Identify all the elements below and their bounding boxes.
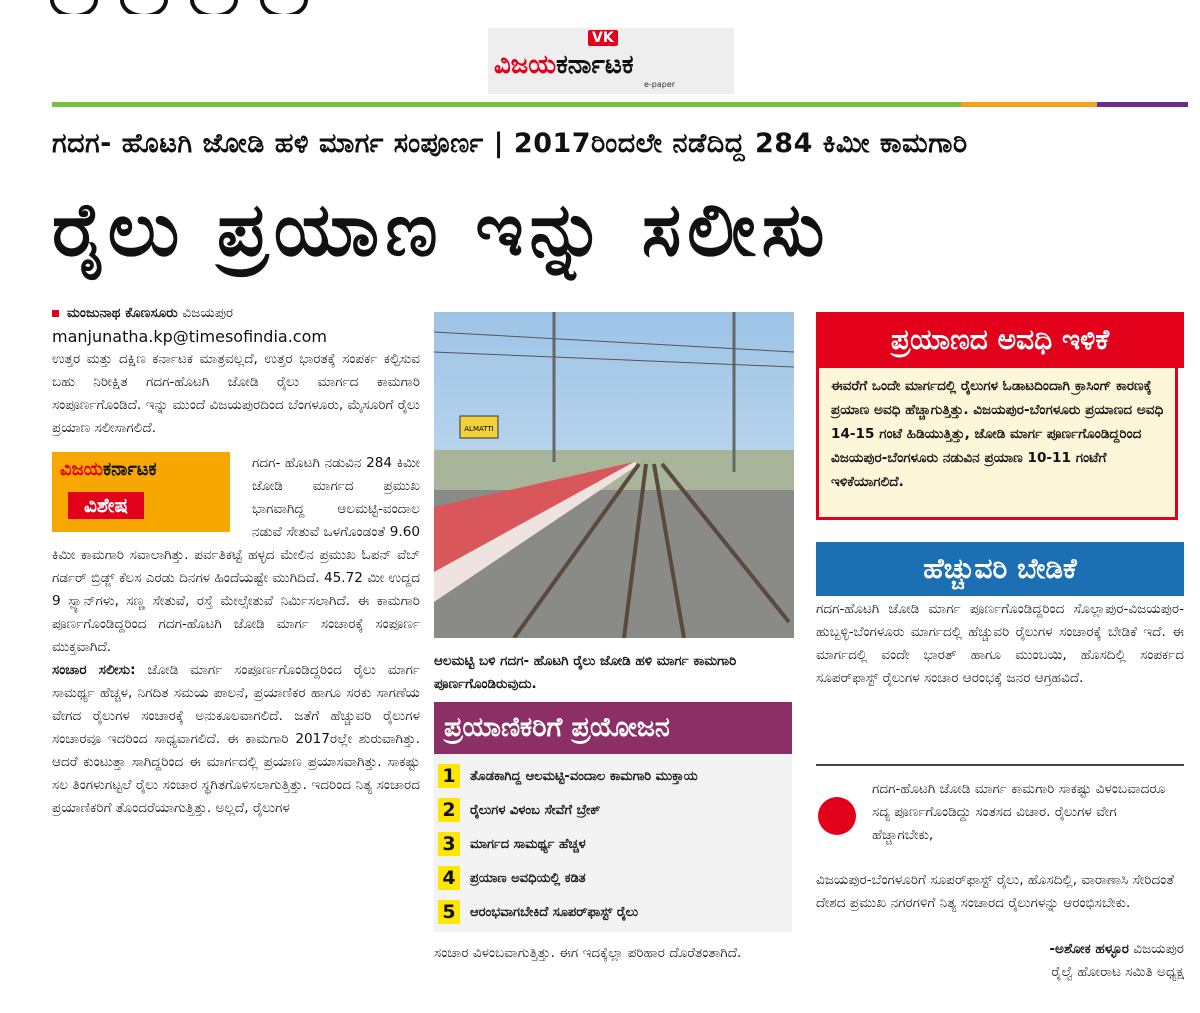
- benefit-item: 3 ಮಾರ್ಗದ ಸಾಮರ್ಥ್ಯ ಹೆಚ್ಚಳ: [438, 830, 788, 858]
- masthead-logo: [488, 28, 734, 94]
- benefit-item: 2 ರೈಲುಗಳ ವಿಳಂಬ ಸೇವೆಗೆ ಬ್ರೇಕ್: [438, 796, 788, 824]
- bullet-square-icon: [52, 310, 59, 317]
- railway-track-photo: [434, 312, 794, 638]
- benefit-item: 1 ತೊಡಕಾಗಿದ್ದ ಆಲಮಟ್ಟಿ-ವಂದಾಲ ಕಾಮಗಾರಿ ಮುಕ್ತಾಯ: [438, 762, 788, 790]
- masthead-name: ವಿಜಯಕರ್ನಾಟಕ: [494, 50, 634, 80]
- author-email[interactable]: manjunatha.kp@timesofindia.com: [52, 327, 327, 346]
- paragraph-2: ಗದಗ- ಹೊಟಗಿ ನಡುವಿನ 284 ಕಿಮೀ ಜೋಡಿ ಮಾರ್ಗದ ಪ್ರಮುಖ ಭಾಗವಾಗಿದ್ದ ಆಲಮಟ್ಟಿ-ವಂದಾಲ ನಡುವೆ ಸೇತುವೆ ಒಳಗೊಂಡಂತೆ 9.60 ಕಿಮೀ ಕಾಮಗಾರಿ ಸವಾಲಾಗಿತ್ತು. ಪರ್ವತಿಕಟ್ಟೆ ಹಳ್ಳದ ಮೇಲಿನ ಪ್ರಮುಖ ಓಪನ್ ವೆಬ್ ಗರ್ಡರ್ ಬ್ರಿಡ್ಜ್ ಕೆಲಸ ಎರಡು ದಿನಗಳ ಹಿಂದೆಯಷ್ಟೇ ಮುಗಿದಿದೆ. 45.72 ಮೀ ಉದ್ದದ 9 ಸ್ಪ್ಯಾನ್‌ಗಳು, ಸಣ್ಣ ಸೇತುವೆ, ರಸ್ತೆ ಮೇಲ್ಸೇತುವೆ ನಿರ್ಮಿಸಲಾಗಿದೆ. ಈ ಕಾಮಗಾರಿ ಪೂರ್ಣಗೊಂಡಿದ್ದರಿಂದ ಗದಗ-ಹೊಟಗಿ ಜೋಡಿ ಮಾರ್ಗ ಸಂಚಾರಕ್ಕೆ ಸಂಪೂರ್ಣ ಮುಕ್ತವಾಗಿದೆ.: [52, 455, 420, 655]
- quote-dot-icon: [818, 797, 856, 835]
- top-cut-graphic: [0, 0, 1200, 14]
- quote-divider: [816, 764, 1184, 766]
- main-column: [52, 302, 420, 820]
- benefits-box: [434, 702, 792, 932]
- color-rule: [52, 102, 1188, 107]
- masthead-tagline: e-paper: [644, 80, 676, 89]
- subhead: ಸಂಚಾರ ಸಲೀಸು:: [52, 662, 136, 678]
- station-board: ALMATTI: [464, 425, 494, 433]
- paragraph-1: ಉತ್ತರ ಮತ್ತು ದಕ್ಷಿಣ ಕರ್ನಾಟಕ ಮಾತ್ರವಲ್ಲದೆ, ಉತ್ತರ ಭಾರತಕ್ಕೆ ಸಂಪರ್ಕ ಕಲ್ಪಿಸುವ ಬಹು ನಿರೀಕ್ಷಿತ ಗದಗ-ಹೊಟಗಿ ಜೋಡಿ ರೈಲು ಮಾರ್ಗದ ಕಾಮಗಾರಿ ಸಂಪೂರ್ಣಗೊಂಡಿದೆ. ಇನ್ನು ಮುಂದೆ ವಿಜಯಪುರದಿಂದ ಬೆಂಗಳೂರು, ಮೈಸೂರಿಗೆ ರೈಲು ಪ್ರಯಾಣ ಸಲೀಸಾಗಲಿದೆ.: [52, 351, 420, 436]
- vk-mark: VK: [588, 30, 618, 46]
- byline: ಮಂಜುನಾಥ ಕೊಣಸೂರು ವಿಜಯಪುರ: [52, 302, 420, 325]
- paragraph-4: ಸಂಚಾರ ವಿಳಂಬವಾಗುತ್ತಿತ್ತು. ಈಗ ಇದಕ್ಕೆಲ್ಲಾ ಪರಿಹಾರ ದೊರೆತಂತಾಗಿದೆ.: [434, 945, 742, 961]
- quote-signature: -ಅಶೋಕ ಹಳ್ಳೂರ ವಿಜಯಪುರ ರೈಲ್ವೆ ಹೋರಾಟ ಸಮಿತಿ ಅಧ್ಯಕ್ಷ: [1049, 941, 1184, 980]
- benefit-item: 5 ಆರಂಭವಾಗಬೇಕಿದೆ ಸೂಪರ್‌ಫಾಸ್ಟ್ ರೈಲು: [438, 898, 788, 926]
- sidebar1-text: ಈವರೆಗೆ ಒಂದೇ ಮಾರ್ಗದಲ್ಲಿ ರೈಲುಗಳ ಓಡಾಟದಿಂದಾಗಿ ಕ್ರಾಸಿಂಗ್ ಕಾರಣಕ್ಕೆ ಪ್ರಯಾಣ ಅವಧಿ ಹೆಚ್ಚಾಗುತ್ತಿತ್ತು. ವಿಜಯಪುರ-ಬೆಂಗಳೂರು ಪ್ರಯಾಣದ ಅವಧಿ 14-15 ಗಂಟೆ ಹಿಡಿಯುತ್ತಿತ್ತು, ಜೋಡಿ ಮಾರ್ಗ ಪೂರ್ಣಗೊಂಡಿದ್ದರಿಂದ ವಿಜಯಪುರ-ಬೆಂಗಳೂರು ನಡುವಿನ ಪ್ರಯಾಣ 10-11 ಗಂಟೆಗೆ ಇಳಿಕೆಯಾಗಲಿದೆ.: [816, 368, 1178, 520]
- quote-text-rest: ವಿಜಯಪುರ-ಬೆಂಗಳೂರಿಗೆ ಸೂಪರ್‌ಫಾಸ್ಟ್ ರೈಲು, ಹೊಸದಿಲ್ಲಿ, ವಾರಾಣಾಸಿ ಸೇರಿದಂತೆ ದೇಶದ ಪ್ರಮುಖ ನಗರಗಳಿಗೆ ನಿತ್ಯ ಸಂಚಾರದ ರೈಲುಗಳನ್ನು ಆರಂಭಿಸಬೇಕು.: [816, 872, 1175, 911]
- photo-caption: ಆಲಮಟ್ಟಿ ಬಳಿ ಗದಗ- ಹೊಟಗಿ ರೈಲು ಜೋಡಿ ಹಳಿ ಮಾರ್ಗ ಕಾಮಗಾರಿ ಪೂರ್ಣಗೊಂಡಿರುವುದು.: [434, 653, 737, 692]
- paragraph-3: ಸಂಚಾರ ಸಲೀಸು: ಜೋಡಿ ಮಾರ್ಗ ಸಂಪೂರ್ಣಗೊಂಡಿದ್ದರಿಂದ ರೈಲು ಮಾರ್ಗ ಸಾಮರ್ಥ್ಯ ಹೆಚ್ಚಳ, ನಿಗದಿತ ಸಮಯ ಪಾಲನೆ, ಪ್ರಯಾಣಿಕರ ಹಾಗೂ ಸರಕು ಸಾಗಣೆಯ ವೇಗದ ರೈಲುಗಳ ಸಂಚಾರಕ್ಕೆ ಅನುಕೂಲವಾಗಲಿದೆ. ಜತೆಗೆ ಹೆಚ್ಚುವರಿ ರೈಲುಗಳ ಸಂಚಾರವೂ ಇದರಿಂದ ಸಾಧ್ಯವಾಗಲಿದೆ. ಈ ಕಾಮಗಾರಿ 2017ರಲ್ಲೇ ಶುರುವಾಗಿತ್ತು. ಆದರೆ ಕುಂಟುತ್ತಾ ಸಾಗಿದ್ದರಿಂದ ಈ ಮಾರ್ಗದಲ್ಲಿ ಪ್ರಯಾಣ ಪ್ರಯಾಸವಾಗಿತ್ತು. ಸಾಕಷ್ಟು ಸಲ ತಿಂಗಳುಗಟ್ಟಲೆ ರೈಲು ಸಂಚಾರ ಸ್ಥಗಿತಗೊಳಿಸಲಾಗುತ್ತಿತ್ತು. ಇದರಿಂದ ನಿತ್ಯ ಸಂಚಾರದ ಪ್ರಯಾಣಿಕರಿಗೆ ತೊಂದರೆಯಾಗುತ್ತಿತ್ತು. ಅಲ್ಲದೆ, ರೈಲುಗಳ: [52, 662, 420, 816]
- quote-text-top: ಗದಗ-ಹೊಟಗಿ ಜೋಡಿ ಮಾರ್ಗ ಕಾಮಗಾರಿ ಸಾಕಷ್ಟು ವಿಳಂಬವಾದರೂ ಸದ್ಯ ಪೂರ್ಣಗೊಂಡಿದ್ದು ಸಂತಸದ ವಿಚಾರ. ರೈಲುಗಳ ವೇಗ ಹೆಚ್ಚಾಗಬೇಕು,: [872, 781, 1166, 843]
- kicker: ಗದಗ- ಹೊಟಗಿ ಜೋಡಿ ಹಳಿ ಮಾರ್ಗ ಸಂಪೂರ್ಣ | 2017ರಿಂದಲೇ ನಡೆದಿದ್ದ 284 ಕಿಮೀ ಕಾಮಗಾರಿ: [52, 128, 968, 159]
- sidebar2-text: ಗದಗ-ಹೊಟಗಿ ಜೋಡಿ ಮಾರ್ಗ ಪೂರ್ಣಗೊಂಡಿದ್ದರಿಂದ ಸೊಲ್ಲಾಪುರ-ವಿಜಯಪುರ-ಹುಬ್ಬಳ್ಳಿ-ಬೆಂಗಳೂರು ಮಾರ್ಗದಲ್ಲಿ ಹೆಚ್ಚುವರಿ ರೈಲುಗಳ ಸಂಚಾರಕ್ಕೆ ಬೇಡಿಕೆ ಇದೆ. ಈ ಮಾರ್ಗದಲ್ಲಿ ವಂದೇ ಭಾರತ್ ಹಾಗೂ ಮುಂಬಯಿ, ಹೊಸದಿಲ್ಲಿ ಸಂಪರ್ಕದ ಸೂಪರ್‌ಫಾಸ್ಟ್ ರೈಲುಗಳ ಸಂಚಾರ ಆರಂಭಕ್ಕೆ ಜನರ ಆಗ್ರಹವಿದೆ.: [816, 601, 1184, 686]
- headline: ರೈಲು ಪ್ರಯಾಣ ಇನ್ನು ಸಲೀಸು: [52, 187, 831, 273]
- sidebar2-title: ಹೆಚ್ಚುವರಿ ಬೇಡಿಕೆ: [816, 542, 1184, 596]
- benefits-title: ಪ್ರಯಾಣಿಕರಿಗೆ ಪ್ರಯೋಜನ: [434, 702, 792, 754]
- exclusive-badge: ವಿಜಯಕರ್ನಾಟಕ ವಿಶೇಷ: [52, 452, 230, 532]
- sidebar1-title: ಪ್ರಯಾಣದ ಅವಧಿ ಇಳಿಕೆ: [816, 312, 1184, 368]
- benefit-item: 4 ಪ್ರಯಾಣ ಅವಧಿಯಲ್ಲಿ ಕಡಿತ: [438, 864, 788, 892]
